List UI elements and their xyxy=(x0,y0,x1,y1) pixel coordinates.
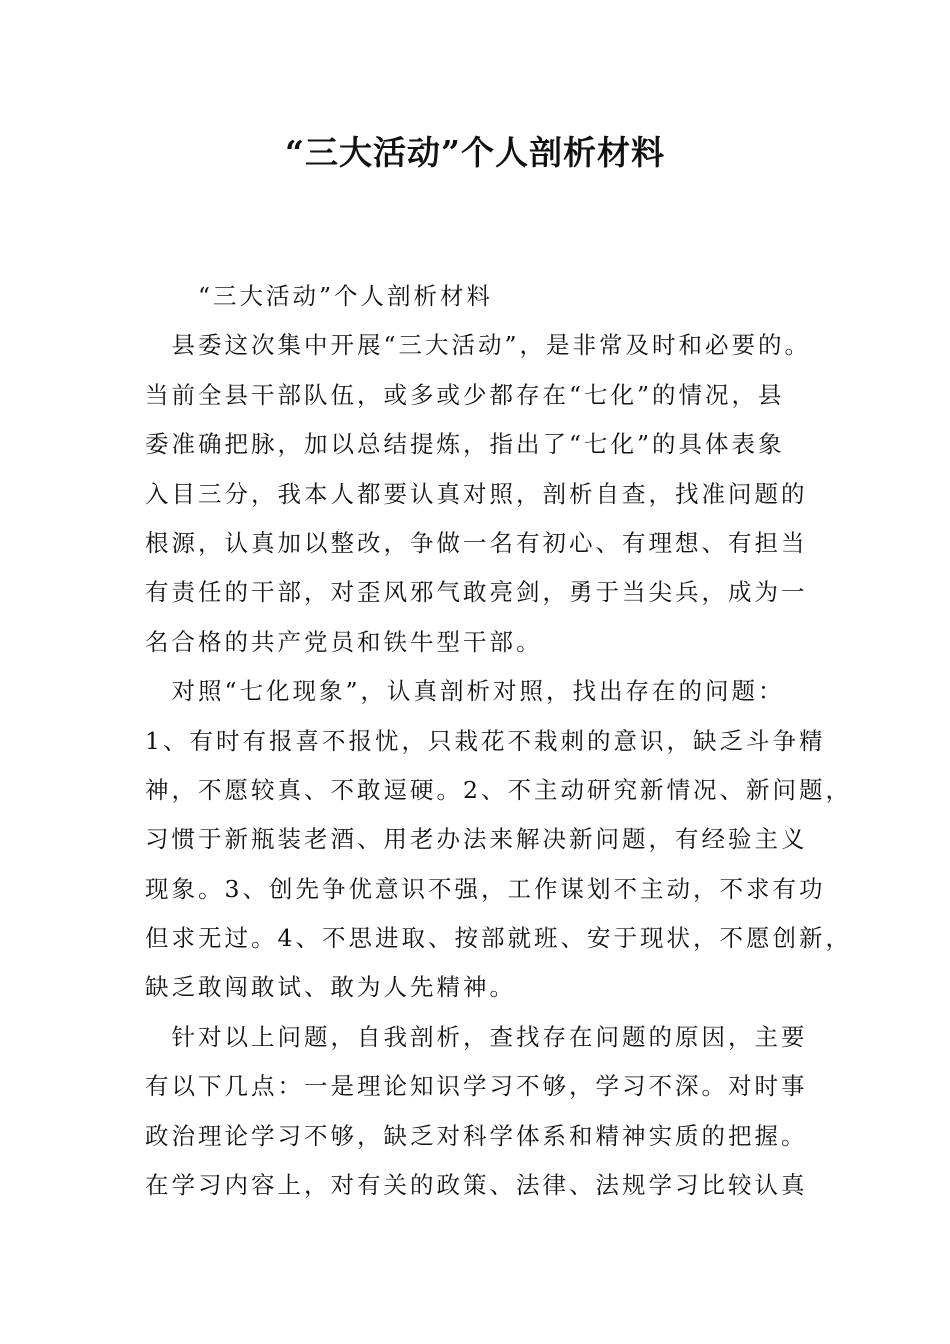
text-line: 当前全县干部队伍，或多或少都存在“七化”的情况，县 xyxy=(145,380,785,409)
text-line: 对照“七化现象”，认真剖析对照，找出存在的问题： xyxy=(145,677,785,706)
text-line: 神，不愿较真、不敢逗硬。2、不主动研究新情况、新问题， xyxy=(145,775,852,804)
text-line: 缺乏敢闯敢试、敢为人先精神。 xyxy=(145,973,516,1002)
text-line: 政治理论学习不够，缺乏对科学体系和精神实质的把握。 xyxy=(145,1121,808,1150)
text-line: “三大活动”个人剖析材料 xyxy=(145,282,494,310)
text-line: 在学习内容上，对有关的政策、法律、法规学习比较认真 xyxy=(145,1171,808,1200)
text-line: 现象。3、创先争优意识不强，工作谋划不主动，不求有功 xyxy=(145,874,826,903)
text-line: 1、有时有报喜不报忧，只栽花不栽刺的意识，缺乏斗争精 xyxy=(145,726,826,755)
text-line: 但求无过。4、不思进取、按部就班、安于现状，不愿创新， xyxy=(145,924,852,953)
text-line: 县委这次集中开展“三大活动”，是非常及时和必要的。 xyxy=(145,331,812,360)
text-line: 针对以上问题，自我剖析，查找存在问题的原因，主要 xyxy=(145,1022,808,1051)
text-line: 有以下几点：一是理论知识学习不够，学习不深。对时事 xyxy=(145,1072,808,1101)
text-line: 名合格的共产党员和铁牛型干部。 xyxy=(145,627,543,656)
text-line: 有责任的干部，对歪风邪气敢亮剑，勇于当尖兵，成为一 xyxy=(145,578,808,607)
document-title: “三大活动”个人剖析材料 xyxy=(285,133,665,172)
text-line: 习惯于新瓶装老酒、用老办法来解决新问题，有经验主义 xyxy=(145,825,808,854)
text-line: 入目三分，我本人都要认真对照，剖析自查，找准问题的 xyxy=(145,479,808,508)
text-line: 根源，认真加以整改，争做一名有初心、有理想、有担当 xyxy=(145,528,808,557)
text-line: 委准确把脉，加以总结提炼，指出了“七化”的具体表象 xyxy=(145,430,785,459)
document-body xyxy=(145,272,852,1210)
